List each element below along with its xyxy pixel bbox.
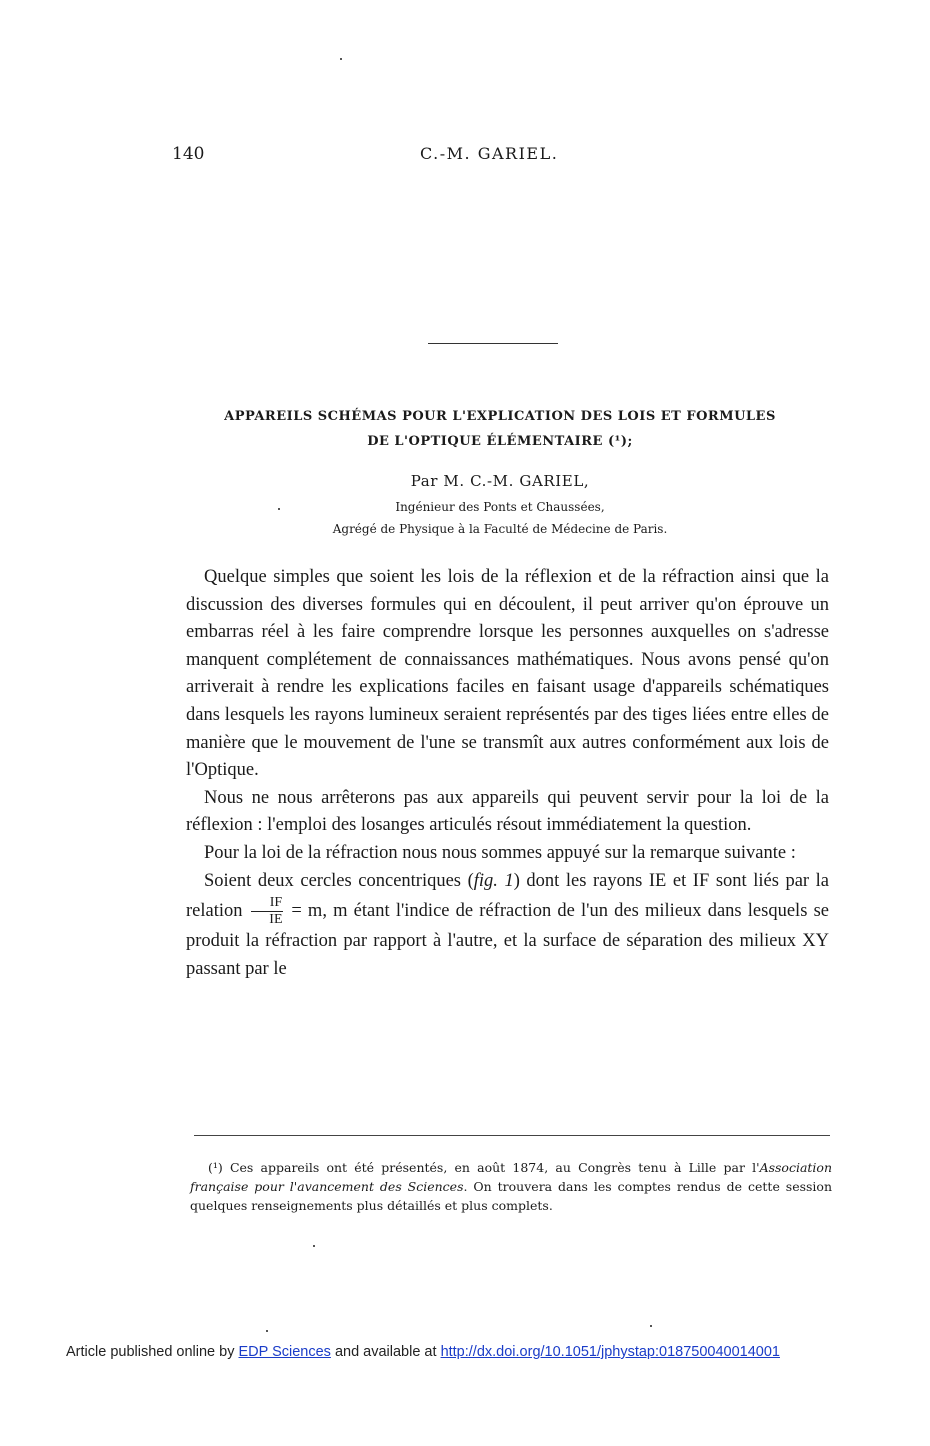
doi-link[interactable]: http://dx.doi.org/10.1051/jphystap:018750040014001 [440, 1344, 780, 1360]
speck-mark [313, 1245, 315, 1247]
paragraph-4 [186, 868, 829, 984]
article-title [150, 404, 850, 454]
publication-middle: and available at [330, 1344, 441, 1360]
footnote-marker: (¹) [208, 1160, 223, 1175]
formula-numerator: IF [251, 895, 283, 912]
publisher-link[interactable]: EDP Sciences [238, 1344, 331, 1360]
paragraph-3: Pour la loi de la réfraction nous nous sommes appuyé sur la remarque suivante : [204, 842, 796, 863]
paragraph-2: Nous ne nous arrêterons pas aux appareils qui peuvent servir pour la loi de la réflexion : l'emploi des losanges articulés résout immédiatement la question. [186, 787, 829, 836]
byline: Par M. C.-M. GARIEL, [410, 472, 590, 490]
paragraph-4-start: Soient deux cercles concentriques ( [204, 870, 474, 891]
figure-reference: fig. 1 [473, 870, 514, 891]
publication-prefix: Article published online by [66, 1344, 239, 1360]
running-header [0, 144, 930, 164]
speck-mark [278, 508, 280, 510]
footnote-text-b: . On trouvera dans les comptes rendus de cette session quelques renseignements plus détaillés et plus complets. [190, 1179, 832, 1213]
paragraph-4-mid: ) dont les rayons IE et IF sont liés par la relation [186, 870, 830, 921]
paragraph-1: Quelque simples que soient les lois de la réflexion et de la réfraction ainsi que la discussion des diverses formules qui en découlent, il peut arriver qu'on éprouve un embarras réel à les faire comprendre lorsque les personnes auxquelles on s'adresse manquent complétement de connaissances mathématiques. Nous avons pensé qu'on arriverait à rendre les explications faciles en faisant usage d'appareils schématiques dans lesquels les rayons lumineux seraient représentés par des tiges liées entre elles de manière que le mouvement de l'une se transmît aux autres conformément aux lois de l'Optique. [186, 567, 829, 781]
footnote-text-a: Ces appareils ont été présentés, en août 1874, au Congrès tenu à Lille par l' [229, 1160, 760, 1175]
page-number: 140 [172, 144, 205, 164]
speck-mark [340, 58, 342, 60]
running-author: C.-M. GARIEL. [420, 144, 559, 163]
affiliation-2: Agrégé de Physique à la Faculté de Médecine de Paris. [332, 522, 668, 536]
title-line-2: DE L'OPTIQUE ÉLÉMENTAIRE (¹); [367, 434, 633, 449]
speck-mark [266, 1330, 268, 1332]
article-body [186, 564, 829, 983]
publication-notice [66, 1344, 780, 1360]
affiliation-1: Ingénieur des Ponts et Chaussées, [395, 500, 605, 514]
speck-mark [650, 1325, 652, 1327]
footnote-rule [194, 1135, 830, 1136]
title-divider [428, 343, 558, 344]
footnote-italic: Association française pour l'avancement des Sciences [190, 1160, 832, 1194]
formula-denominator: IE [269, 912, 283, 928]
title-line-1: APPAREILS SCHÉMAS POUR L'EXPLICATION DES LOIS ET FORMULES [224, 409, 776, 424]
ratio-formula [251, 895, 283, 928]
footnote [190, 1158, 832, 1215]
paragraph-4-end: = m, m étant l'indice de réfraction de l'un des milieux dans lesquels se produit la réfraction par rapport à l'autre, et la surface de séparation des milieux XY passant par le [186, 900, 829, 979]
